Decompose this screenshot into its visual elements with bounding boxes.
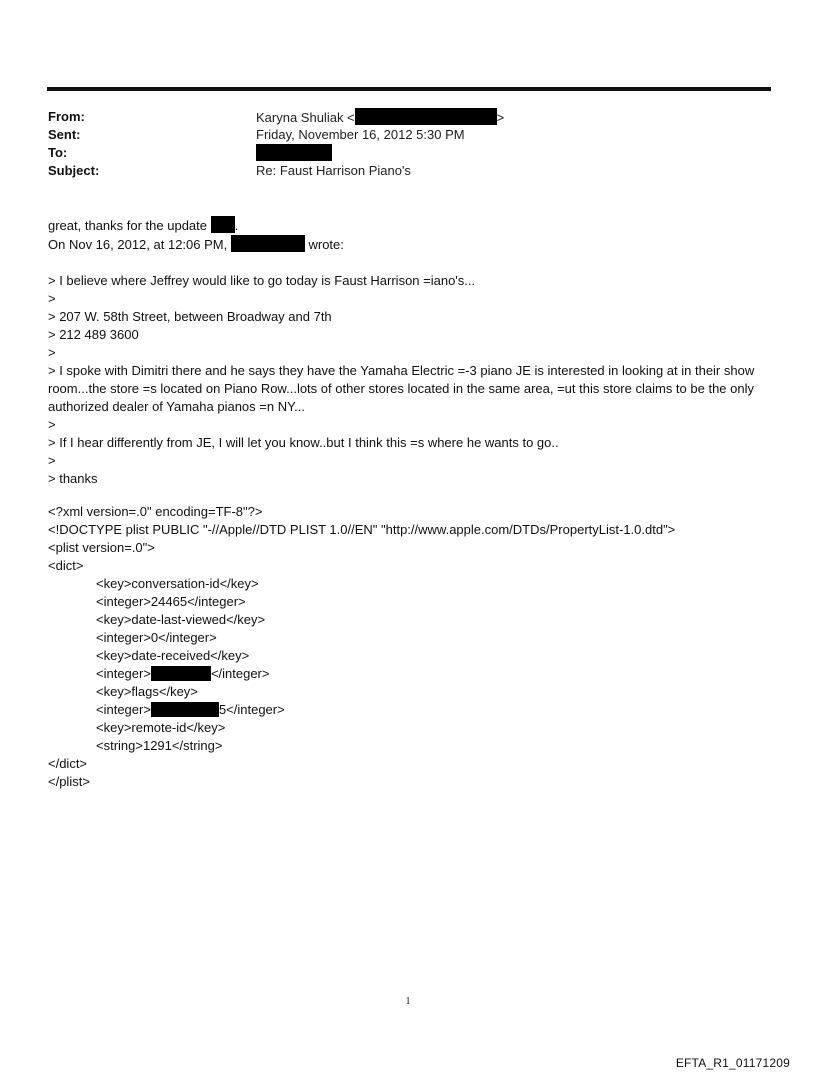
from-close: > [496,110,505,125]
value-open: <integer> [96,666,151,681]
plist-block [48,503,675,791]
quoted-line: > I spoke with Dimitri there and he says they have the Yamaha Electric =-3 piano JE is interested in looking at in their show room...the store =s located on Piano Row...lots of other stores located in the same area, =ut this store claims to be the only authorized dealer of Yamaha pianos =n NY... [48,363,755,414]
redaction-box [211,216,235,233]
plist-value: <string>1291</string> [96,738,223,753]
on-suffix: wrote: [308,237,344,252]
from-label: From: [48,109,85,124]
xml-doctype: <!DOCTYPE plist PUBLIC "-//Apple//DTD PLIST 1.0//EN" "http://www.apple.com/DTDs/PropertyList-1.0.dtd"> [48,522,676,537]
plist-value: <integer>0</integer> [96,630,217,645]
plist-value [48,665,675,683]
subject-label: Subject: [48,163,100,178]
quoted-line: > [48,417,56,432]
reply-text: great, thanks for the update [48,218,207,233]
reply-tail: . [234,218,239,233]
redaction-box [151,666,211,681]
quoted-line: > 212 489 3600 [48,327,139,342]
quoted-line: > [48,345,56,360]
to-label: To: [48,145,68,160]
plist-key: <key>date-received</key> [96,648,250,663]
dict-open: <dict> [48,558,84,573]
plist-open: <plist version=.0"> [48,540,155,555]
quoted-line: > If I hear differently from JE, I will let you know..but I think this =s where he wants to go.. [48,435,559,450]
bates-number: EFTA_R1_01171209 [675,1056,790,1070]
sent-value: Friday, November 16, 2012 5:30 PM [256,127,465,142]
message-body [48,216,770,488]
on-line [48,235,770,254]
plist-value: <integer>24465</integer> [96,594,246,609]
quoted-line: > 207 W. 58th Street, between Broadway and 7th [48,309,332,324]
value-close: </integer> [210,666,270,681]
on-prefix: On Nov 16, 2012, at 12:06 PM, [48,237,228,252]
redaction-box [231,235,305,252]
quoted-line: > [48,453,56,468]
reply-line [48,216,770,235]
to-value [256,144,332,163]
quoted-line: > I believe where Jeffrey would like to go today is Faust Harrison =iano's... [48,273,476,288]
from-value [256,108,504,127]
value-close: 5</integer> [218,702,285,717]
header-rule [47,87,771,91]
quoted-line: > [48,291,56,306]
subject-value: Re: Faust Harrison Piano's [256,163,411,178]
page-number: 1 [405,996,411,1007]
plist-close: </plist> [48,774,90,789]
plist-key: <key>flags</key> [96,684,198,699]
redaction-box [355,108,497,125]
plist-value [48,701,675,719]
quoted-line: > thanks [48,471,98,486]
plist-key: <key>conversation-id</key> [96,576,259,591]
dict-close: </dict> [48,756,88,771]
xml-declaration: <?xml version=.0" encoding=TF-8"?> [48,504,263,519]
email-header [48,108,768,184]
from-name: Karyna Shuliak < [256,110,355,125]
sent-label: Sent: [48,127,81,142]
plist-key: <key>date-last-viewed</key> [96,612,266,627]
redaction-box [151,702,219,717]
redaction-box [256,144,332,161]
value-open: <integer> [96,702,151,717]
plist-key: <key>remote-id</key> [96,720,226,735]
